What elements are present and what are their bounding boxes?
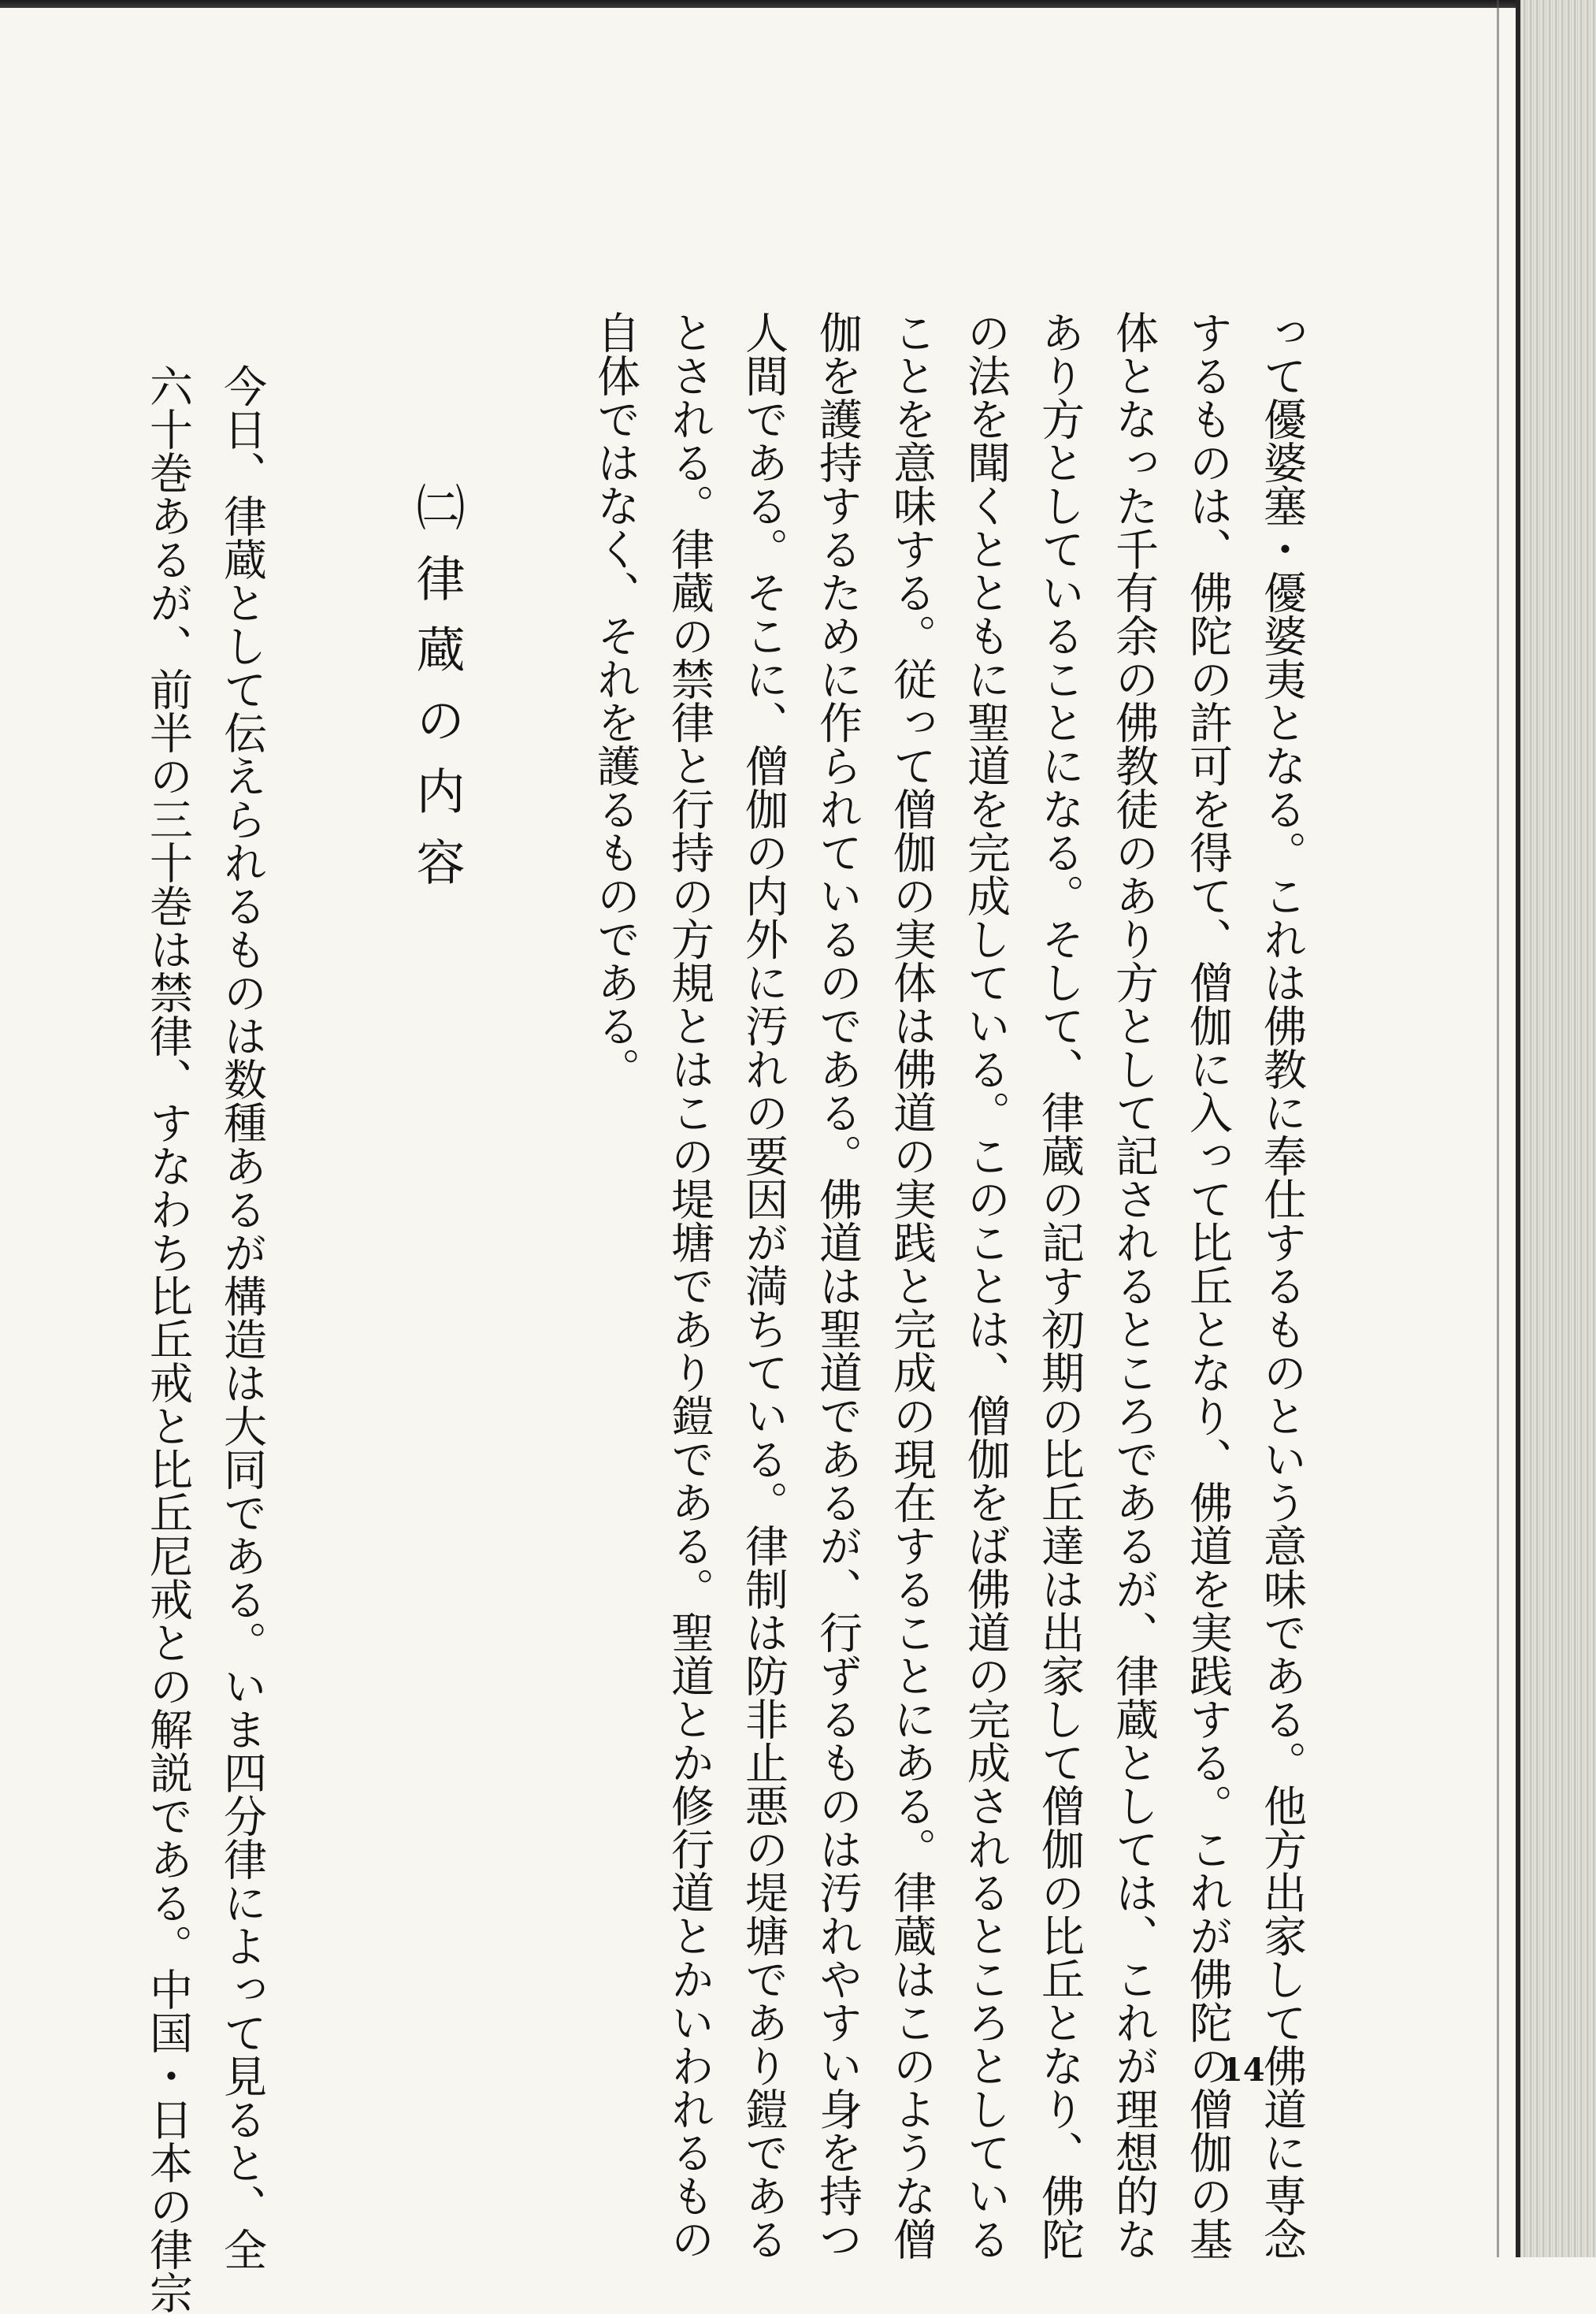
section-line: 六十巻あるが、前半の三十巻は禁律、すなわち比丘戒と比丘尼戒との解説である。中国・日本の律宗 xyxy=(143,364,193,2314)
body-line: 体となった千有余の佛教徒のあり方として記されるところであるが、律蔵としては、これが理想的な xyxy=(1108,310,1159,2260)
body-line: 自体ではなく、それを護るものである。 xyxy=(590,310,640,1090)
body-line: 人間である。そこに、僧伽の内外に汚れの要因が満ちている。律制は防非止悪の堤塘であり鎧である xyxy=(738,310,789,2260)
body-line: とされる。律蔵の禁律と行持の方規とはこの堤塘であり鎧である。聖道とか修行道とかいわれるもの xyxy=(664,310,714,2260)
section-text xyxy=(131,364,279,2314)
scan-top-edge xyxy=(0,0,1520,8)
scan-binding-shadow xyxy=(1497,0,1499,2257)
body-line: するものは、佛陀の許可を得て、僧伽に入って比丘となり、佛道を実践する。これが佛陀の僧伽の基 xyxy=(1182,310,1233,2260)
body-text xyxy=(578,310,1319,2260)
section-line: 今日、律蔵として伝えられるものは数種あるが構造は大同である。いま四分律によって見ると、全 xyxy=(217,364,267,2271)
body-line: あり方としていることになる。そして、律蔵の記す初期の比丘達は出家して僧伽の比丘となり、佛陀 xyxy=(1034,310,1085,2260)
body-line: って優婆塞・優婆夷となる。これは佛教に奉仕するものという意味である。他方出家して佛道に専念 xyxy=(1256,310,1307,2260)
body-line: ことを意味する。従って僧伽の実体は佛道の実践と完成の現在することにある。律蔵はこのような僧 xyxy=(886,310,937,2260)
body-line: の法を聞くとともに聖道を完成している。このことは、僧伽をば佛道の完成されるところとしている xyxy=(960,310,1011,2260)
body-line: 伽を護持するために作られているのである。佛道は聖道であるが、行ずるものは汚れやすい身を持つ xyxy=(812,310,863,2260)
page-number: 14 xyxy=(1221,2052,1265,2089)
scan-right-margin xyxy=(1520,0,1596,2257)
section-heading: ㈡律蔵の内容 xyxy=(408,482,466,908)
